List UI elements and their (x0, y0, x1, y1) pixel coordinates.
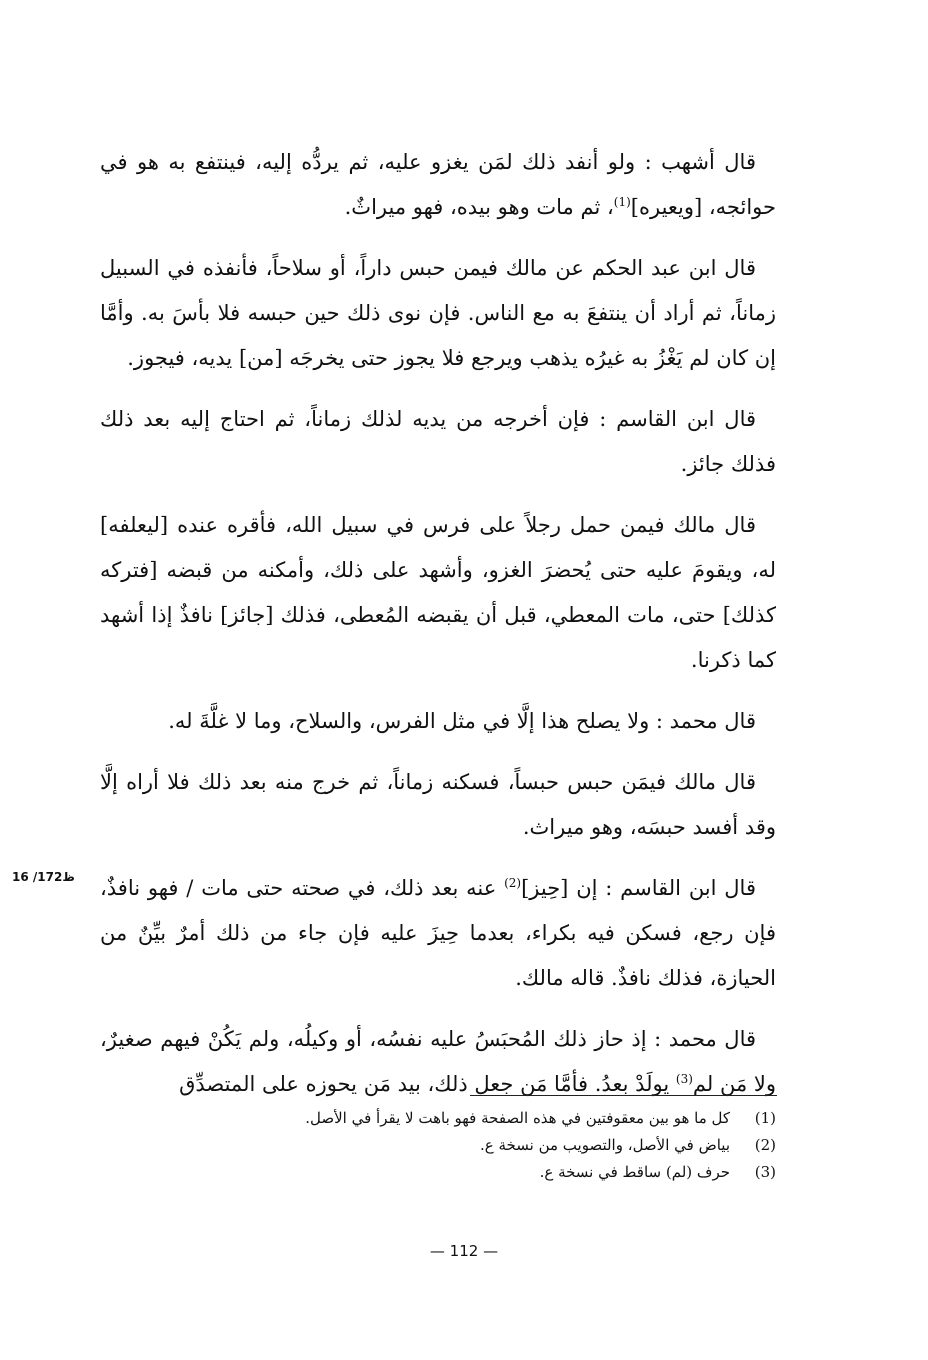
paragraph-text: قال أشهب : ولو أنفد ذلك لمَن يغزو عليه، ثم يردُّه إليه، فينتفع به هو في حوائجه، [ويعيره] (100, 150, 776, 219)
paragraph (100, 760, 776, 850)
footnote-separator-rule (470, 1095, 777, 1096)
paragraph-text: قال مالك فيمَن حبس حبساً، فسكنه زماناً، ثم خرج منه بعد ذلك فلا أراه إلَّا وقد أفسد حبسَه، وهو ميراث. (100, 770, 776, 839)
paragraph-text: قال ابن القاسم : فإن أخرجه من يديه لذلك زماناً، ثم احتاج إليه بعد ذلك فذلك جائز. (100, 407, 776, 476)
paragraph (100, 140, 776, 230)
paragraph-text: قال محمد : إذ حاز ذلك المُحبَسُ عليه نفسُه، أو وكيلُه، ولم يَكُنْ فيهم صغيرٌ، ولا مَن لم (100, 1027, 776, 1096)
paragraph-text: قال مالك فيمن حمل رجلاً على فرس في سبيل الله، فأقره عنده [ليعلفه] له، ويقومَ عليه حتى يُحضرَ الغزو، وأشهد على ذلك، وأمكنه من قبضه [فتركه كذلك] حتى، مات المعطي، قبل أن يقبضه المُعطى، فذلك [جائز] نافذٌ إذا أشهد كما ذكرنا. (100, 513, 776, 672)
margin-folio-note: 16 /172ظ (12, 870, 75, 884)
footnote (100, 1105, 776, 1132)
main-text-body (100, 140, 776, 1123)
paragraph-text: يولَدْ بعدُ. فأمَّا مَن جعل ذلك، بيد مَن يحوزه على المتصدِّق (179, 1072, 676, 1096)
footnote-reference: (3) (675, 1072, 693, 1086)
footnotes-section (100, 1105, 776, 1186)
paragraph-text: قال محمد : ولا يصلح هذا إلَّا في مثل الفرس، والسلاح، وما لا غلَّةَ له. (168, 709, 756, 733)
paragraph-text: ، ثم مات وهو بيده، فهو ميراثٌ. (344, 195, 614, 219)
footnote-number: (1) (754, 1109, 776, 1127)
paragraph (100, 866, 776, 1001)
page-number: — 112 — (429, 1242, 499, 1260)
paragraph (100, 503, 776, 683)
paragraph (100, 699, 776, 744)
paragraph (100, 1017, 776, 1107)
footnote-text: كل ما هو بين معقوفتين في هذه الصفحة فهو باهت لا يقرأ في الأصل. (305, 1109, 730, 1127)
footnote-reference: (1) (613, 195, 631, 209)
paragraph-text: قال ابن عبد الحكم عن مالك فيمن حبس داراً، أو سلاحاً، فأنفذه في السبيل زماناً، ثم أراد أن ينتفعَ به مع الناس. فإن نوى ذلك حين حبسه فلا بأسَ به. وأمَّا إن كان لم يَغْزُ به غيرُه يذهب ويرجع فلا يجوز حتى يخرجَه [من] يديه، فيجوز. (100, 256, 776, 370)
footnote (100, 1132, 776, 1159)
footnote (100, 1159, 776, 1186)
paragraph (100, 246, 776, 381)
paragraph (100, 397, 776, 487)
footnote-text: بياض في الأصل، والتصويب من نسخة ع. (480, 1136, 730, 1154)
footnote-text: حرف (لم) ساقط في نسخة ع. (539, 1163, 730, 1181)
paragraph-text: عنه بعد ذلك، في صحته حتى مات / فهو نافذٌ، فإن رجع، فسكن فيه بكراء، بعدما حِيزَ عليه فإن جاء من ذلك أمرٌ بيِّنٌ من الحيازة، فذلك نافذٌ. قاله مالك. (100, 876, 776, 990)
footnote-number: (2) (754, 1136, 776, 1154)
footnote-reference: (2) (504, 876, 522, 890)
paragraph-text: قال ابن القاسم : إن [حِيز] (521, 876, 756, 900)
footnote-number: (3) (754, 1163, 776, 1181)
